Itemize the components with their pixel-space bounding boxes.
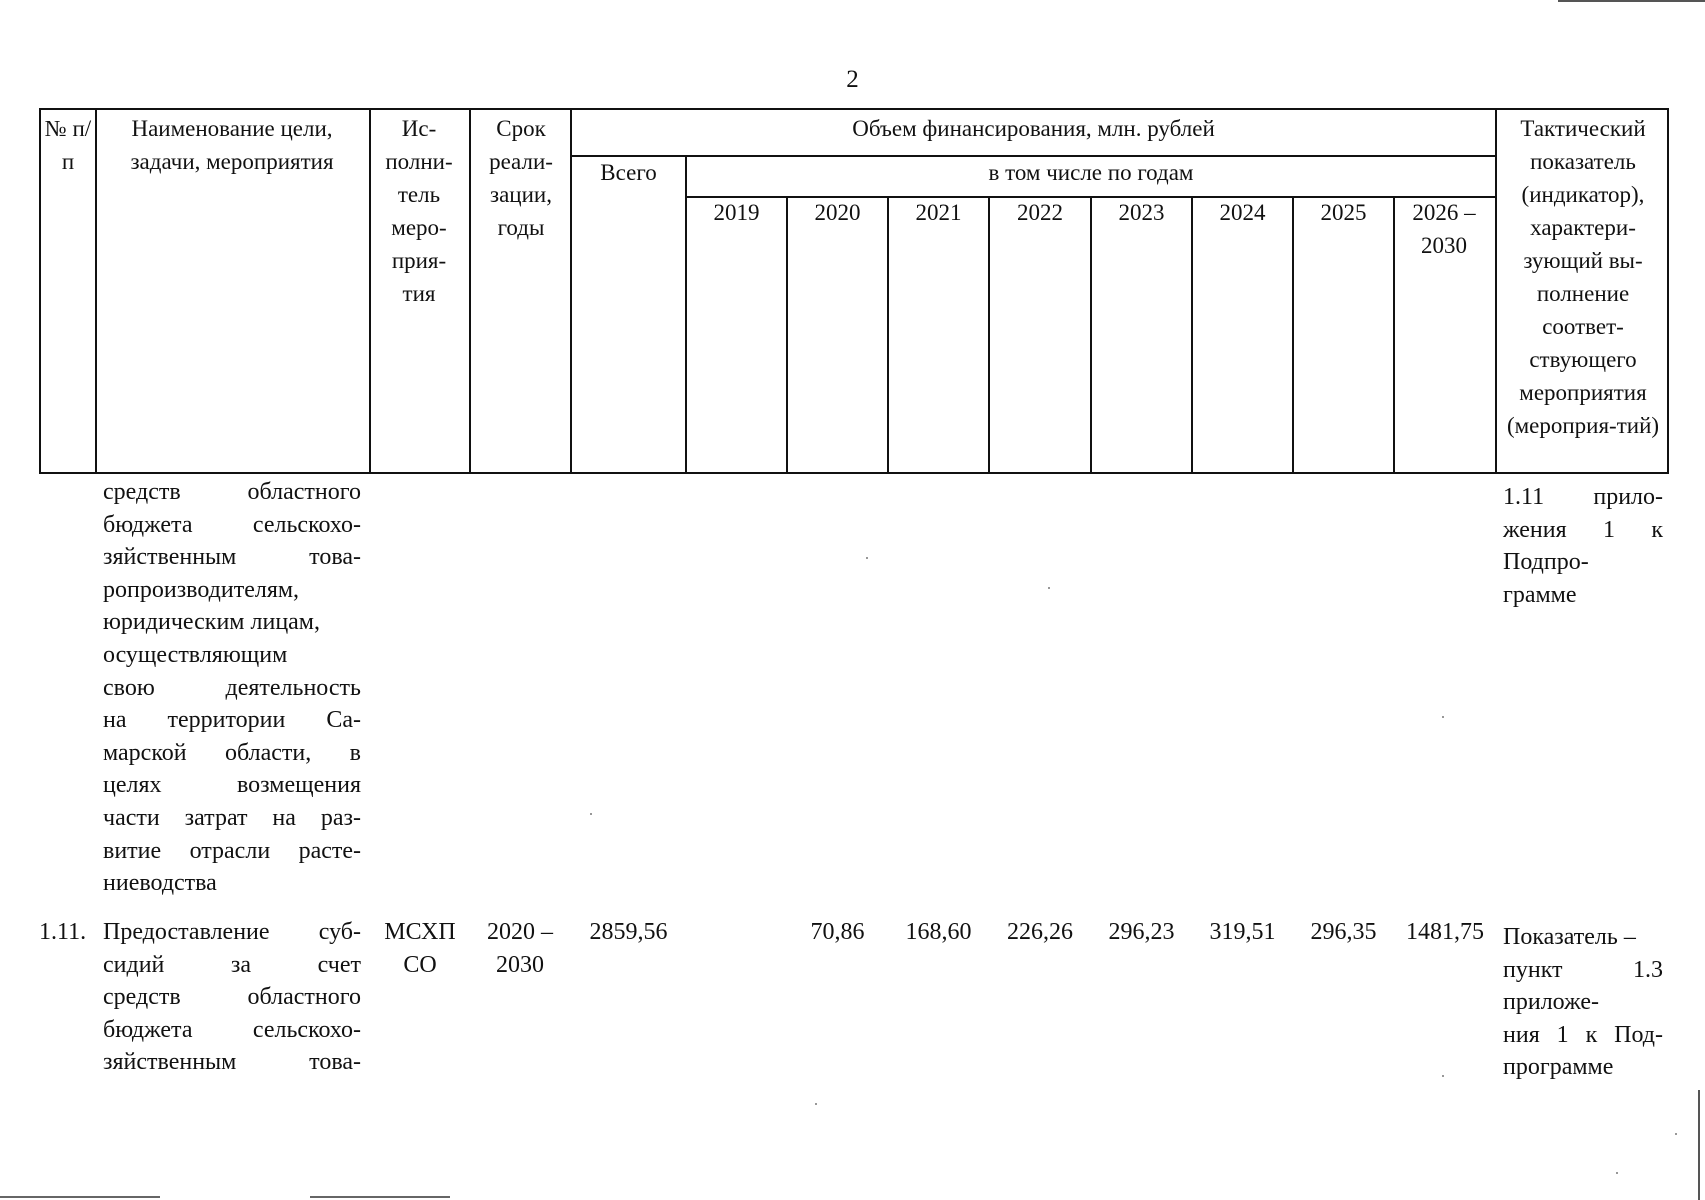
scan-speck — [1442, 716, 1444, 718]
header-col-funding: Объем финансирования, млн. рублей — [852, 116, 1215, 141]
col-divider — [786, 196, 788, 474]
table-header-bottom-border — [39, 472, 1669, 474]
col-divider — [1292, 196, 1294, 474]
row-indicator — [1503, 921, 1663, 1084]
row-value-2022: 226,26 — [1007, 919, 1073, 945]
row-value-2025: 296,35 — [1310, 919, 1377, 945]
header-year-2024: 2024 — [1219, 200, 1266, 225]
text-line: юридическим лицам, — [103, 609, 320, 636]
col-divider — [887, 196, 889, 474]
header-col-no: № п/п — [44, 116, 92, 174]
text-line: 2020 – — [487, 919, 553, 945]
text-line: осуществляющим — [103, 641, 288, 668]
header-col-total: Всего — [600, 160, 657, 185]
row-value-2024: 319,51 — [1209, 919, 1276, 945]
text-line: средств областного — [103, 984, 361, 1011]
row-value-2021: 168,60 — [905, 919, 972, 945]
col-divider — [469, 108, 471, 474]
text-line: СО — [403, 951, 437, 978]
text-line: грамме — [1503, 581, 1577, 608]
text-line: марской области, в — [103, 739, 361, 766]
text-line: зяйственным това- — [103, 544, 361, 571]
header-col-indicator: Тактический показатель (индикатор), характери-зующий вы-полнение соответ-ствующего мероприятия (мероприя-тий) — [1506, 116, 1660, 438]
text-line: ропроизводителям, — [103, 576, 300, 603]
scan-speck — [1442, 1075, 1444, 1077]
col-divider — [369, 108, 371, 474]
text-line: свою деятельность — [103, 674, 361, 701]
text-line: зяйственным това- — [103, 1049, 361, 1076]
col-divider — [988, 196, 990, 474]
row-executor — [373, 916, 467, 981]
text-line: приложе- — [1503, 989, 1599, 1016]
text-line: на территории Са- — [103, 707, 361, 734]
header-year-2026-2030: 2026 – 2030 — [1412, 200, 1476, 258]
row-value-2026-2030: 1481,75 — [1406, 919, 1484, 945]
scan-speck — [590, 813, 592, 815]
continued-row-name — [103, 476, 361, 900]
financing-table — [39, 108, 1669, 1108]
col-divider — [1667, 108, 1669, 474]
row-name — [103, 916, 361, 1079]
header-col-period: Срок реали-зации, годы — [489, 116, 553, 240]
scan-artifact-line — [1558, 0, 1705, 2]
scan-artifact-line — [0, 1196, 160, 1198]
col-divider — [1090, 196, 1092, 474]
text-line: пункт 1.3 — [1503, 956, 1663, 983]
header-year-2023: 2023 — [1118, 200, 1165, 225]
header-year-2022: 2022 — [1017, 200, 1063, 225]
header-col-name: Наименование цели, задачи, мероприятия — [130, 116, 334, 174]
row-total: 2859,56 — [589, 919, 668, 945]
row-value-2023: 296,23 — [1108, 919, 1175, 945]
header-year-2021: 2021 — [915, 200, 962, 225]
col-divider — [1393, 196, 1395, 474]
header-col-by-years: в том числе по годам — [988, 160, 1194, 185]
scan-artifact-line — [1698, 1090, 1700, 1200]
text-line: 2030 — [496, 951, 544, 978]
text-line: Подпро- — [1503, 549, 1589, 576]
row-value-2020: 70,86 — [810, 919, 865, 945]
text-line: МСХП — [384, 919, 456, 945]
scan-speck — [815, 1103, 817, 1105]
header-year-2019: 2019 — [713, 200, 760, 225]
scan-speck — [1675, 1133, 1677, 1135]
col-divider — [1495, 108, 1497, 474]
text-line: Показатель – — [1503, 924, 1636, 950]
text-line: средств областного — [103, 479, 361, 505]
header-year-2025: 2025 — [1320, 200, 1367, 225]
row-number: 1.11. — [39, 919, 87, 945]
continued-row-indicator — [1503, 481, 1663, 611]
text-line: 1.11 прило- — [1503, 484, 1663, 510]
header-col-executor: Ис-полни-тель меро-прия-тия — [385, 116, 453, 306]
text-line: сидий за счет — [103, 951, 361, 978]
row-period — [471, 916, 569, 981]
header-year-2020: 2020 — [814, 200, 861, 225]
scan-artifact-line — [310, 1196, 450, 1198]
text-line: целях возмещения — [103, 772, 361, 799]
text-line: Предоставление суб- — [103, 919, 361, 945]
scan-speck — [1616, 1172, 1618, 1174]
col-divider — [95, 108, 97, 474]
text-line: бюджета сельскохо- — [103, 511, 361, 538]
page-number: 2 — [846, 66, 859, 93]
text-line: витие отрасли расте- — [103, 837, 361, 864]
text-line: части затрат на раз- — [103, 804, 361, 831]
text-line: ниеводства — [103, 870, 217, 897]
text-line: жения 1 к — [1503, 516, 1663, 543]
col-divider — [1191, 196, 1193, 474]
text-line: бюджета сельскохо- — [103, 1016, 361, 1043]
scan-speck — [1048, 587, 1050, 589]
text-line: ния 1 к Под- — [1503, 1021, 1663, 1048]
text-line: программе — [1503, 1054, 1614, 1081]
scan-speck — [866, 557, 868, 559]
